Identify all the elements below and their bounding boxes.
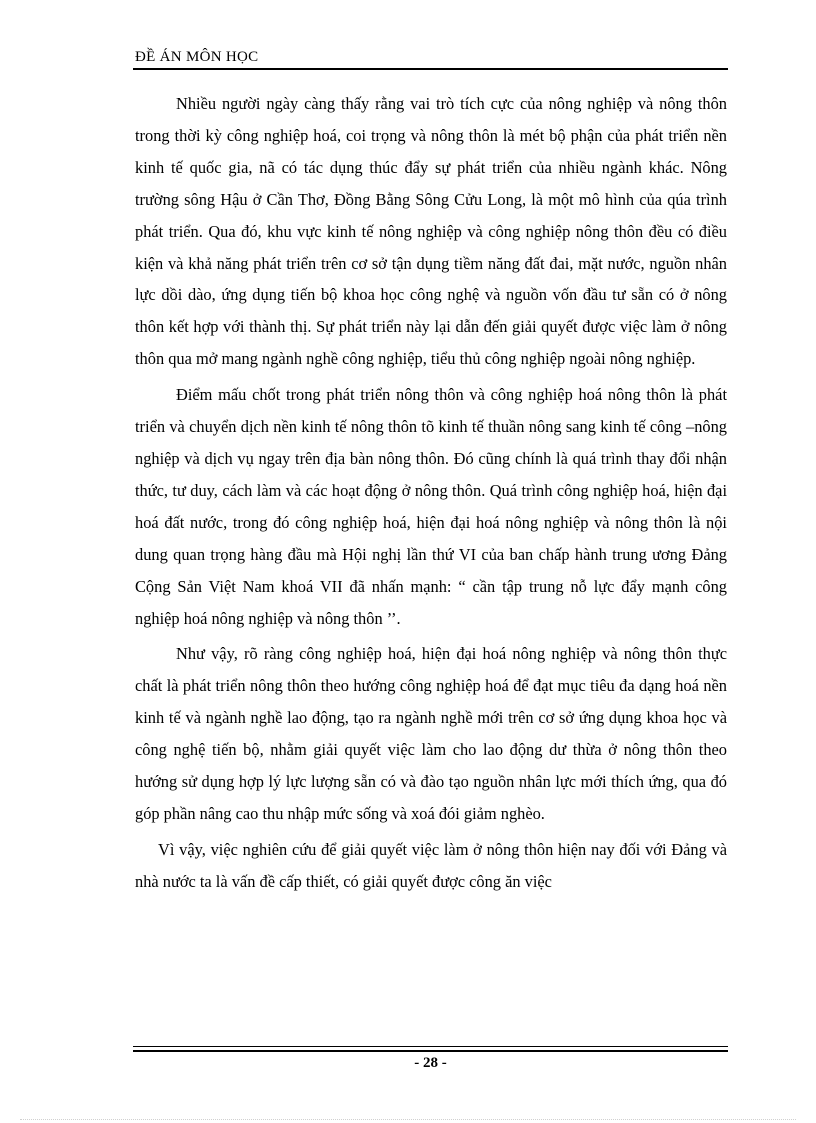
body-text bbox=[135, 88, 727, 902]
header-title: ĐỀ ÁN MÔN HỌC bbox=[135, 49, 259, 65]
paragraph-4: Vì vậy, việc nghiên cứu để giải quyết việc làm ở nông thôn hiện nay đối với Đảng và nhà nước ta là vấn đề cấp thiết, có giải quyết được công ăn việc bbox=[135, 839, 727, 891]
paragraph-3: Như vậy, rõ ràng công nghiệp hoá, hiện đại hoá nông nghiệp và nông thôn thực chất là phát triển nông thôn theo hướng công nghiệp hoá để đạt mục tiêu đa dạng hoá nền kinh tế và ngành nghề lao động, tạo ra ngành nghề mới trên cơ sở ứng dụng khoa học và công nghệ tiến bộ, nhằm giải quyết việc làm cho lao động dư thừa ở nông thôn theo hướng sử dụng hợp lý lực lượng sẵn có và đào tạo nguồn nhân lực mới thích ứng, qua đó góp phần nâng cao thu nhập mức sống và xoá đói giảm nghèo. bbox=[135, 644, 727, 823]
page-edge-divider bbox=[20, 1119, 796, 1120]
page-number: - 28 - bbox=[414, 1055, 447, 1071]
paragraph-2: Điểm mấu chốt trong phát triển nông thôn và công nghiệp hoá nông thôn là phát triển và chuyển dịch nền kinh tế nông thôn tõ kinh tế thuần nông sang kinh tế công –nông nghiệp và dịch vụ ngay trên địa bàn nông thôn. Đó cũng chính là quá trình thay đổi nhận thức, tư duy, cách làm và các hoạt động ở nông thôn. Quá trình công nghiệp hoá, hiện đại hoá đất nước, trong đó công nghiệp hoá, hiện đại hoá nông nghiệp và nông thôn là nội dung quan trọng hàng đầu mà Hội nghị lần thứ VI của ban chấp hành trung ương Đảng Cộng Sản Việt Nam khoá VII đã nhấn mạnh: “ cần tập trung nỗ lực đẩy mạnh công nghiệp hoá nông nghiệp và nông thôn ’’. bbox=[135, 385, 727, 628]
paragraph-1: Nhiều người ngày càng thấy rằng vai trò tích cực của nông nghiệp và nông thôn trong thời kỳ công nghiệp hoá, coi trọng và nông thôn là mét bộ phận của phát triển nền kinh tế quốc gia, nã có tác dụng thúc đẩy sự phát triển của nhiều ngành khác. Nông trường sông Hậu ở Cần Thơ, Đồng Bằng Sông Cửu Long, là một mô hình của qúa trình phát triển. Qua đó, khu vực kinh tế nông nghiệp và công nghiệp nông thôn đều có điều kiện và khả năng phát triển trên cơ sở tận dụng tiềm năng đất đai, mặt nước, nguồn nhân lực dồi dào, ứng dụng tiến bộ khoa học công nghệ và nguồn vốn đầu tư sẵn có ở nông thôn kết hợp với thành thị. Sự phát triển này lại dẫn đến giải quyết được việc làm ở nông thôn qua mở mang ngành nghề công nghiệp, tiểu thủ công nghiệp ngoài nông nghiệp. bbox=[135, 94, 727, 369]
page-header bbox=[133, 46, 728, 70]
footer-rule-thin bbox=[133, 1046, 728, 1047]
footer-rule-thick bbox=[133, 1050, 728, 1052]
